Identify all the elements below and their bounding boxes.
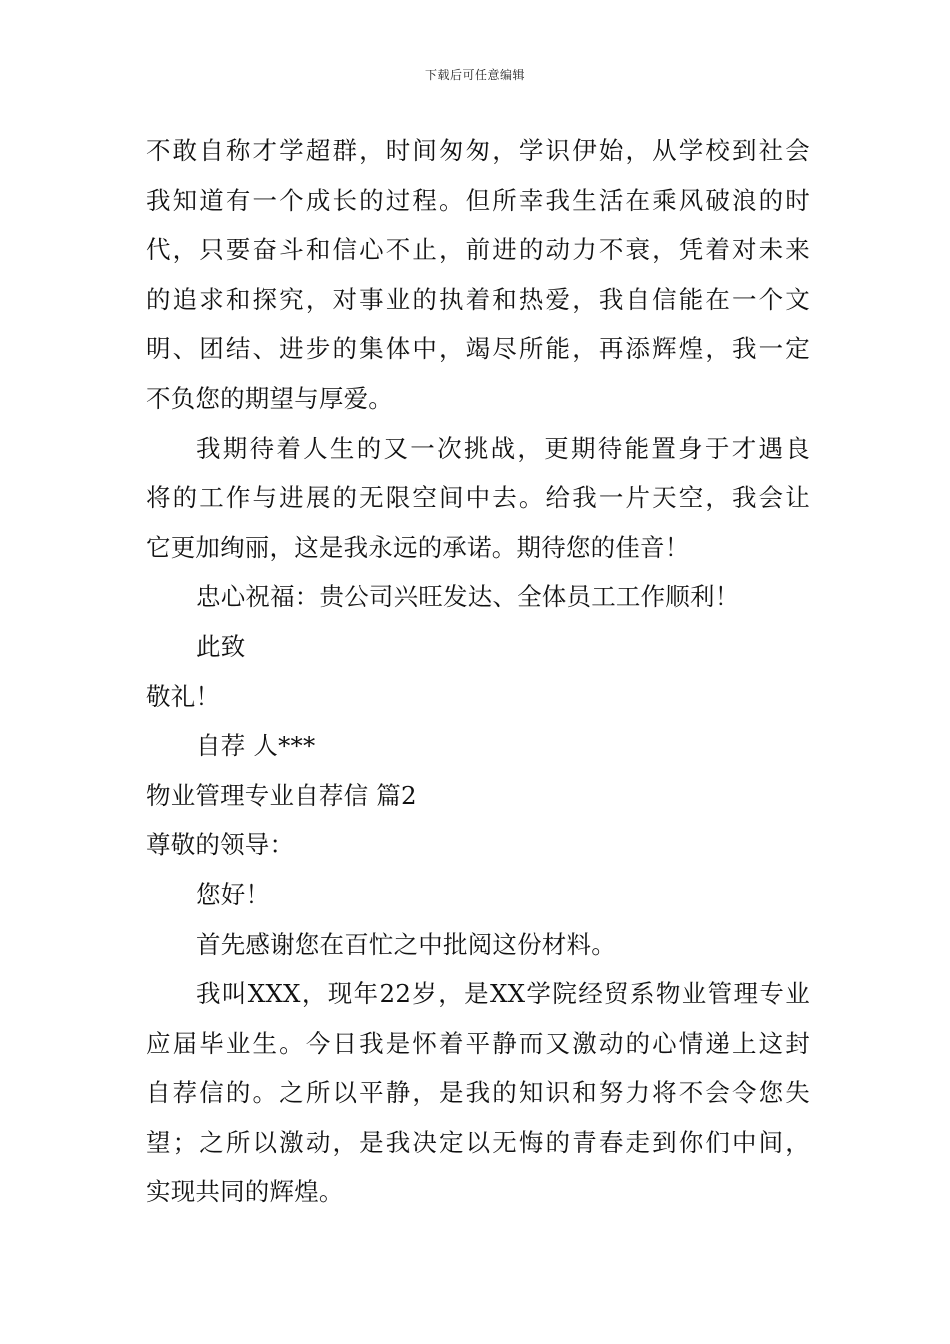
paragraph-first-line: 首先感谢您在百忙之中批阅这份材料。 <box>196 929 616 959</box>
text-line: 代，只要奋斗和信心不止，前进的动力不衰，凭着对未来 <box>146 235 810 265</box>
letter-greeting: 尊敬的领导： <box>146 830 295 860</box>
paragraph-first-line: 我期待着人生的又一次挑战，更期待能置身于才遇良 <box>196 433 810 463</box>
letter-hello: 您好！ <box>196 879 271 909</box>
page-header-note: 下载后可任意编辑 <box>424 68 525 82</box>
text-line: 望；之所以激动，是我决定以无悔的青春走到你们中间， <box>146 1127 810 1157</box>
document-body <box>146 126 810 1217</box>
text-line: 应届毕业生。今日我是怀着平静而又激动的心情递上这封 <box>146 1028 810 1058</box>
text-line: 实现共同的辉煌。 <box>146 1177 344 1207</box>
text-line: 明、团结、进步的集体中，竭尽所能，再添辉煌，我一定 <box>146 334 810 364</box>
text-line: 不负您的期望与厚爱。 <box>146 383 393 413</box>
text-line: 不敢自称才学超群，时间匆匆，学识伊始，从学校到社会 <box>146 136 810 165</box>
closing-wish: 忠心祝福：贵公司兴旺发达、全体员工工作顺利！ <box>196 582 740 612</box>
text-line: 我知道有一个成长的过程。但所幸我生活在乘风破浪的时 <box>146 185 810 215</box>
section-title: 物业管理专业自荐信 篇2 <box>146 780 417 810</box>
text-line: 的追求和探究，对事业的执着和热爱，我自信能在一个文 <box>146 284 810 314</box>
closing-respect: 敬礼！ <box>146 681 221 711</box>
text-line: 自荐信的。之所以平静，是我的知识和努力将不会令您失 <box>146 1078 810 1108</box>
paragraph-first-line: 我叫XXX，现年22岁，是XX学院经贸系物业管理专业 <box>196 979 810 1009</box>
closing-salutation: 此致 <box>196 631 246 661</box>
signature: 自荐 人*** <box>196 731 316 761</box>
text-line: 将的工作与进展的无限空间中去。给我一片天空，我会让 <box>146 483 810 513</box>
text-line: 它更加绚丽，这是我永远的承诺。期待您的佳音！ <box>146 532 690 562</box>
